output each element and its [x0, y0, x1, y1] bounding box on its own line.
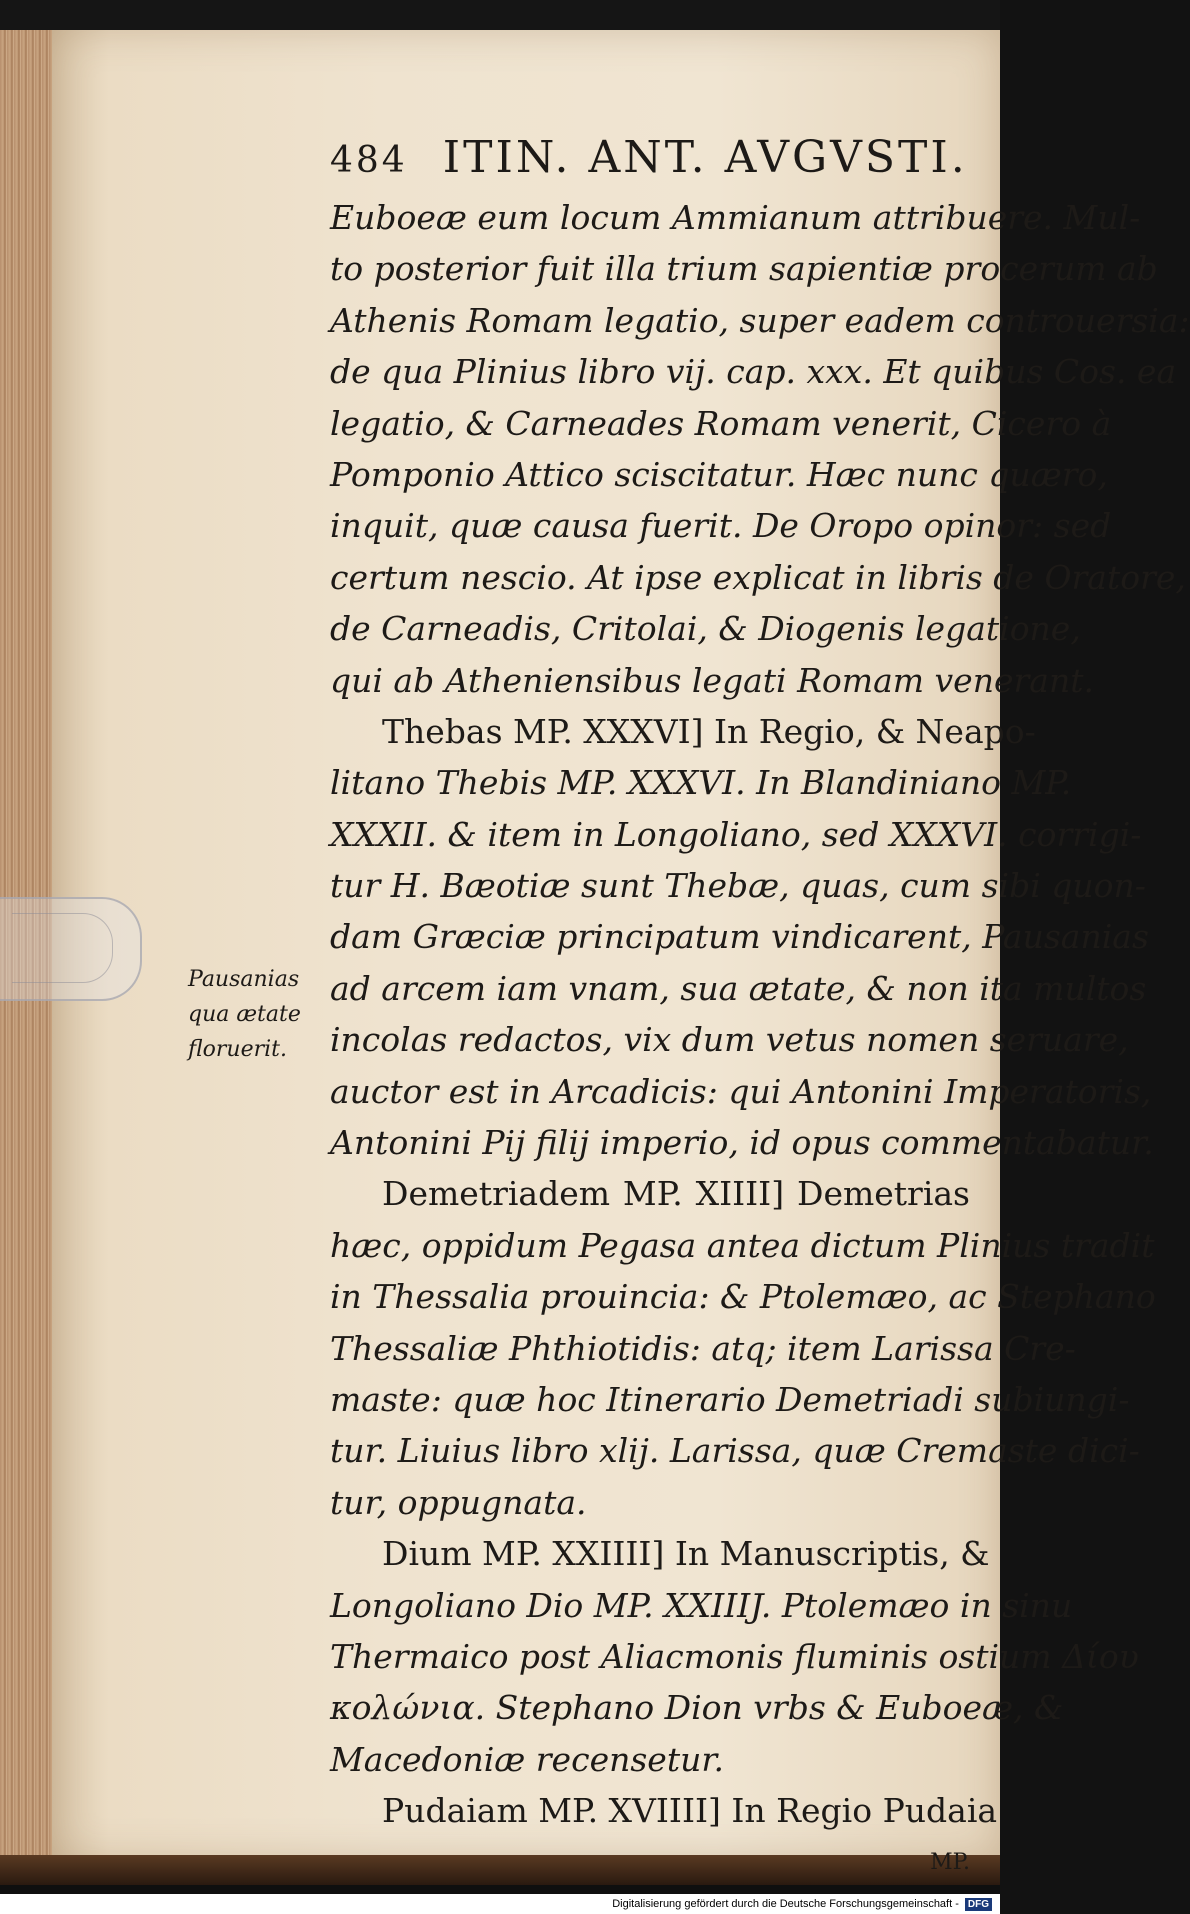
text-line: Thebas MP. XXXVI] In Regio, & Neapo-	[382, 711, 1036, 751]
body-text	[330, 192, 1190, 1888]
page-clip-inner	[12, 913, 113, 983]
text-line: litano Thebis MP. XXXVI. In Blandiniano MP.	[330, 763, 1072, 803]
text-line: maste: quæ hoc Itinerario Demetriadi subiungi-	[330, 1379, 1130, 1419]
text-line: κολώνια. Stephano Dion vrbs & Euboeæ, &	[330, 1688, 1064, 1728]
footer-bar	[0, 1894, 1000, 1914]
marginal-note-line: qua ætate	[188, 1002, 301, 1027]
marginal-note-line: Pausanias	[188, 967, 300, 992]
running-title: ITIN. ANT. AVGVSTI.	[442, 132, 968, 183]
marginal-note	[188, 962, 328, 1067]
text-line: dam Græciæ principatum vindicarent, Pausanias	[330, 917, 1149, 957]
text-line: auctor est in Arcadicis: qui Antonini Imperatoris,	[330, 1071, 1152, 1111]
text-line: Demetriadem MP. XIIII] Demetrias	[382, 1174, 970, 1214]
text-line: de qua Plinius libro vij. cap. xxx. Et quibus Cos. ea	[330, 352, 1177, 392]
text-line: tur, oppugnata.	[330, 1482, 587, 1522]
text-line: Euboeæ eum locum Ammianum attribuere. Mul-	[330, 198, 1141, 237]
text-line: legatio, & Carneades Romam venerit, Cicero à	[330, 403, 1112, 443]
text-line: qui ab Atheniensibus legati Romam venerant.	[330, 660, 1094, 700]
text-line: tur H. Bæotiæ sunt Thebæ, quas, cum sibi quon-	[330, 866, 1146, 906]
text-line: Longoliano Dio MP. XXIIIJ. Ptolemæo in sinu	[330, 1585, 1073, 1625]
text-line: Thermaico post Aliacmonis fluminis ostium Δίου	[330, 1636, 1139, 1676]
text-line: certum nescio. At ipse explicat in libris de Oratore,	[330, 557, 1186, 597]
text-line: tur. Liuius libro xlij. Larissa, quæ Cremaste dici-	[330, 1431, 1140, 1471]
text-line: inquit, quæ causa fuerit. De Oropo opinor: sed	[330, 506, 1112, 546]
text-line: Dium MP. XXIIII] In Manuscriptis, &	[382, 1534, 990, 1574]
text-line: hæc, oppidum Pegasa antea dictum Plinius tradit	[330, 1225, 1155, 1265]
text-line: in Thessalia prouincia: & Ptolemæo, ac Stephano	[330, 1277, 1156, 1317]
text-line: incolas redactos, vix dum vetus nomen seruare,	[330, 1020, 1129, 1060]
text-line: Athenis Romam legatio, super eadem controuersia:	[330, 300, 1190, 340]
text-line: de Carneadis, Critolai, & Diogenis legatione,	[330, 609, 1081, 649]
text-line: XXXII. & item in Longoliano, sed XXXVI. corrigi-	[330, 814, 1142, 854]
text-line: Thessaliæ Phthiotidis: atq; item Larissa Cre-	[330, 1328, 1076, 1368]
text-line: to posterior fuit illa trium sapientiæ procerum ab	[330, 249, 1158, 289]
dfg-logo: DFG	[965, 1898, 992, 1911]
text-line: Antonini Pij filij imperio, id opus commentabatur.	[330, 1123, 1154, 1163]
page-number: 484	[330, 140, 408, 181]
text-line: Pudaiam MP. XVIIII] In Regio Pudaia	[382, 1791, 998, 1831]
text-line: ad arcem iam vnam, sua ætate, & non ita multos	[330, 968, 1147, 1008]
marginal-note-line: floruerit.	[188, 1037, 288, 1062]
text-line: Pomponio Attico sciscitatur. Hæc nunc quæro,	[330, 454, 1108, 494]
text-line: Macedoniæ recensetur.	[330, 1739, 724, 1779]
running-header	[330, 132, 968, 183]
footer-credit: Digitalisierung gefördert durch die Deutsche Forschungsgemeinschaft -	[612, 1898, 959, 1910]
page-clip	[0, 897, 142, 1001]
catchword: MP.	[930, 1849, 970, 1875]
